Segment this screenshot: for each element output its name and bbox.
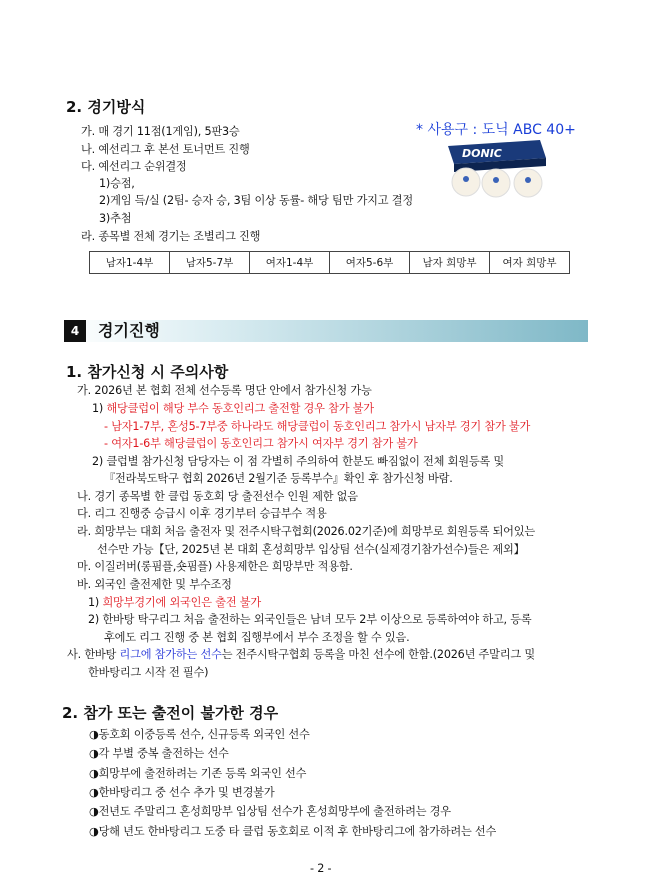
notice-line: 2) 클럽별 참가신청 담당자는 이 점 각별히 주의하여 한분도 빠짐없이 전체 회원등록 및 bbox=[92, 455, 505, 468]
division-cell: 여자1-4부 bbox=[250, 252, 330, 274]
division-cell: 남자5-7부 bbox=[170, 252, 250, 274]
list-item-text: 동호회 이중등록 선수, 신규등록 외국인 선수 bbox=[98, 728, 310, 741]
list-item-text: 한바탕리그 중 선수 추가 및 변경불가 bbox=[98, 786, 275, 799]
line-prefix: 사. 한바탕 bbox=[67, 648, 120, 661]
notice-line: 나. 경기 종목별 한 클럽 동호회 당 출전선수 인원 제한 없음 bbox=[77, 490, 358, 503]
rule-item: 라. 종목별 전체 경기는 조별리그 진행 bbox=[81, 230, 261, 243]
list-item bbox=[89, 786, 274, 800]
notice-line bbox=[88, 596, 261, 610]
notice-line bbox=[92, 402, 374, 416]
list-item-text: 각 부별 중복 출전하는 선수 bbox=[98, 747, 229, 760]
list-item bbox=[89, 747, 229, 761]
division-cell: 남자1-4부 bbox=[90, 252, 170, 274]
warning-text: 희망부경기에 외국인은 출전 불가 bbox=[102, 596, 262, 609]
notice-line: 마. 이질러버(롱핌플,숏핌플) 사용제한은 희망부만 적용함. bbox=[77, 560, 353, 573]
list-item bbox=[89, 728, 310, 742]
brand-text: DONIC bbox=[462, 147, 502, 160]
warning-line: - 남자1-7부, 혼성5-7부중 하나라도 해당클럽이 동호인리그 참가시 남자부 경기 참가 불가 bbox=[104, 420, 531, 433]
notice-line: 가. 2026년 본 협회 전체 선수등록 명단 안에서 참가신청 가능 bbox=[77, 384, 372, 397]
list-item bbox=[89, 767, 306, 781]
division-table bbox=[89, 251, 570, 274]
rule-item: 가. 매 경기 11점(1게임), 5판3승 bbox=[81, 125, 240, 138]
ball-note: * 사용구 : 도닉 ABC 40+ bbox=[416, 122, 576, 138]
donic-ball-box-image bbox=[446, 138, 548, 198]
notice-line bbox=[67, 648, 535, 662]
list-item bbox=[89, 805, 451, 819]
half-circle-bullet-icon: ◑ bbox=[89, 747, 99, 760]
rule-subitem: 1)승점, bbox=[99, 177, 135, 190]
section-title: 경기진행 bbox=[98, 321, 160, 340]
line-prefix: 1) bbox=[92, 402, 107, 415]
line-prefix: 1) bbox=[88, 596, 103, 609]
notice-line: 다. 리그 진행중 승급시 이후 경기부터 승급부수 적용 bbox=[77, 507, 327, 520]
rule-item: 나. 예선리그 후 본선 토너먼트 진행 bbox=[81, 143, 250, 156]
notice-line: 한바탕리그 시작 전 필수) bbox=[88, 666, 209, 679]
notice-line: 선수만 가능【단, 2025년 본 대회 혼성희망부 입상팀 선수(실제경기참가선수)들은 제외】 bbox=[97, 543, 525, 556]
line-suffix: 는 전주시탁구협회 등록을 마친 선수에 한함.(2026년 주말리그 및 bbox=[221, 648, 535, 661]
section-number-badge: 4 bbox=[64, 320, 86, 342]
division-cell: 여자5-6부 bbox=[330, 252, 410, 274]
list-item bbox=[89, 825, 496, 839]
warning-line: - 여자1-6부 해당클럽이 동호인리그 참가시 여자부 경기 참가 불가 bbox=[104, 437, 418, 450]
subsection-heading: 2. 참가 또는 출전이 불가한 경우 bbox=[62, 704, 279, 722]
warning-text: 해당클럽이 해당 부수 동호인리그 출전할 경우 참가 불가 bbox=[106, 402, 374, 415]
notice-line: 2) 한바탕 탁구리그 처음 출전하는 외국인들은 남녀 모두 2부 이상으로 등록하여야 하고, 등록 bbox=[88, 613, 532, 626]
notice-line: 라. 희망부는 대회 처음 출전자 및 전주시탁구협회(2026.02기준)에 희망부로 회원등록 되어있는 bbox=[77, 525, 536, 538]
half-circle-bullet-icon: ◑ bbox=[89, 786, 99, 799]
notice-line: 『전라북도탁구 협회 2026년 2월기준 등록부수』확인 후 참가신청 바람. bbox=[104, 472, 453, 485]
rule-subitem: 2)게임 득/실 (2팀- 승자 승, 3팀 이상 동률- 해당 팀만 가지고 결정 bbox=[99, 194, 413, 207]
half-circle-bullet-icon: ◑ bbox=[89, 728, 99, 741]
subsection-heading: 1. 참가신청 시 주의사항 bbox=[66, 363, 229, 381]
highlight-text: 리그에 참가하는 선수 bbox=[119, 648, 222, 661]
rule-item: 다. 예선리그 순위결정 bbox=[81, 160, 187, 173]
half-circle-bullet-icon: ◑ bbox=[89, 805, 99, 818]
list-item-text: 전년도 주말리그 혼성희망부 입상팀 선수가 혼성희망부에 출전하려는 경우 bbox=[98, 805, 451, 818]
list-item-text: 희망부에 출전하려는 기존 등록 외국인 선수 bbox=[98, 767, 307, 780]
division-cell: 남자 희망부 bbox=[410, 252, 490, 274]
list-item-text: 당해 년도 한바탕리그 도중 타 클럽 동호회로 이적 후 한바탕리그에 참가하려는 선수 bbox=[98, 825, 497, 838]
rule-subitem: 3)추첨 bbox=[99, 212, 132, 225]
half-circle-bullet-icon: ◑ bbox=[89, 767, 99, 780]
page-number: - 2 - bbox=[310, 862, 332, 875]
half-circle-bullet-icon: ◑ bbox=[89, 825, 99, 838]
division-cell: 여자 희망부 bbox=[490, 252, 570, 274]
section-heading: 2. 경기방식 bbox=[66, 98, 146, 116]
notice-line: 후에도 리그 진행 중 본 협회 집행부에서 부수 조정을 할 수 있음. bbox=[104, 631, 410, 644]
notice-line: 바. 외국인 출전제한 및 부수조정 bbox=[77, 578, 232, 591]
